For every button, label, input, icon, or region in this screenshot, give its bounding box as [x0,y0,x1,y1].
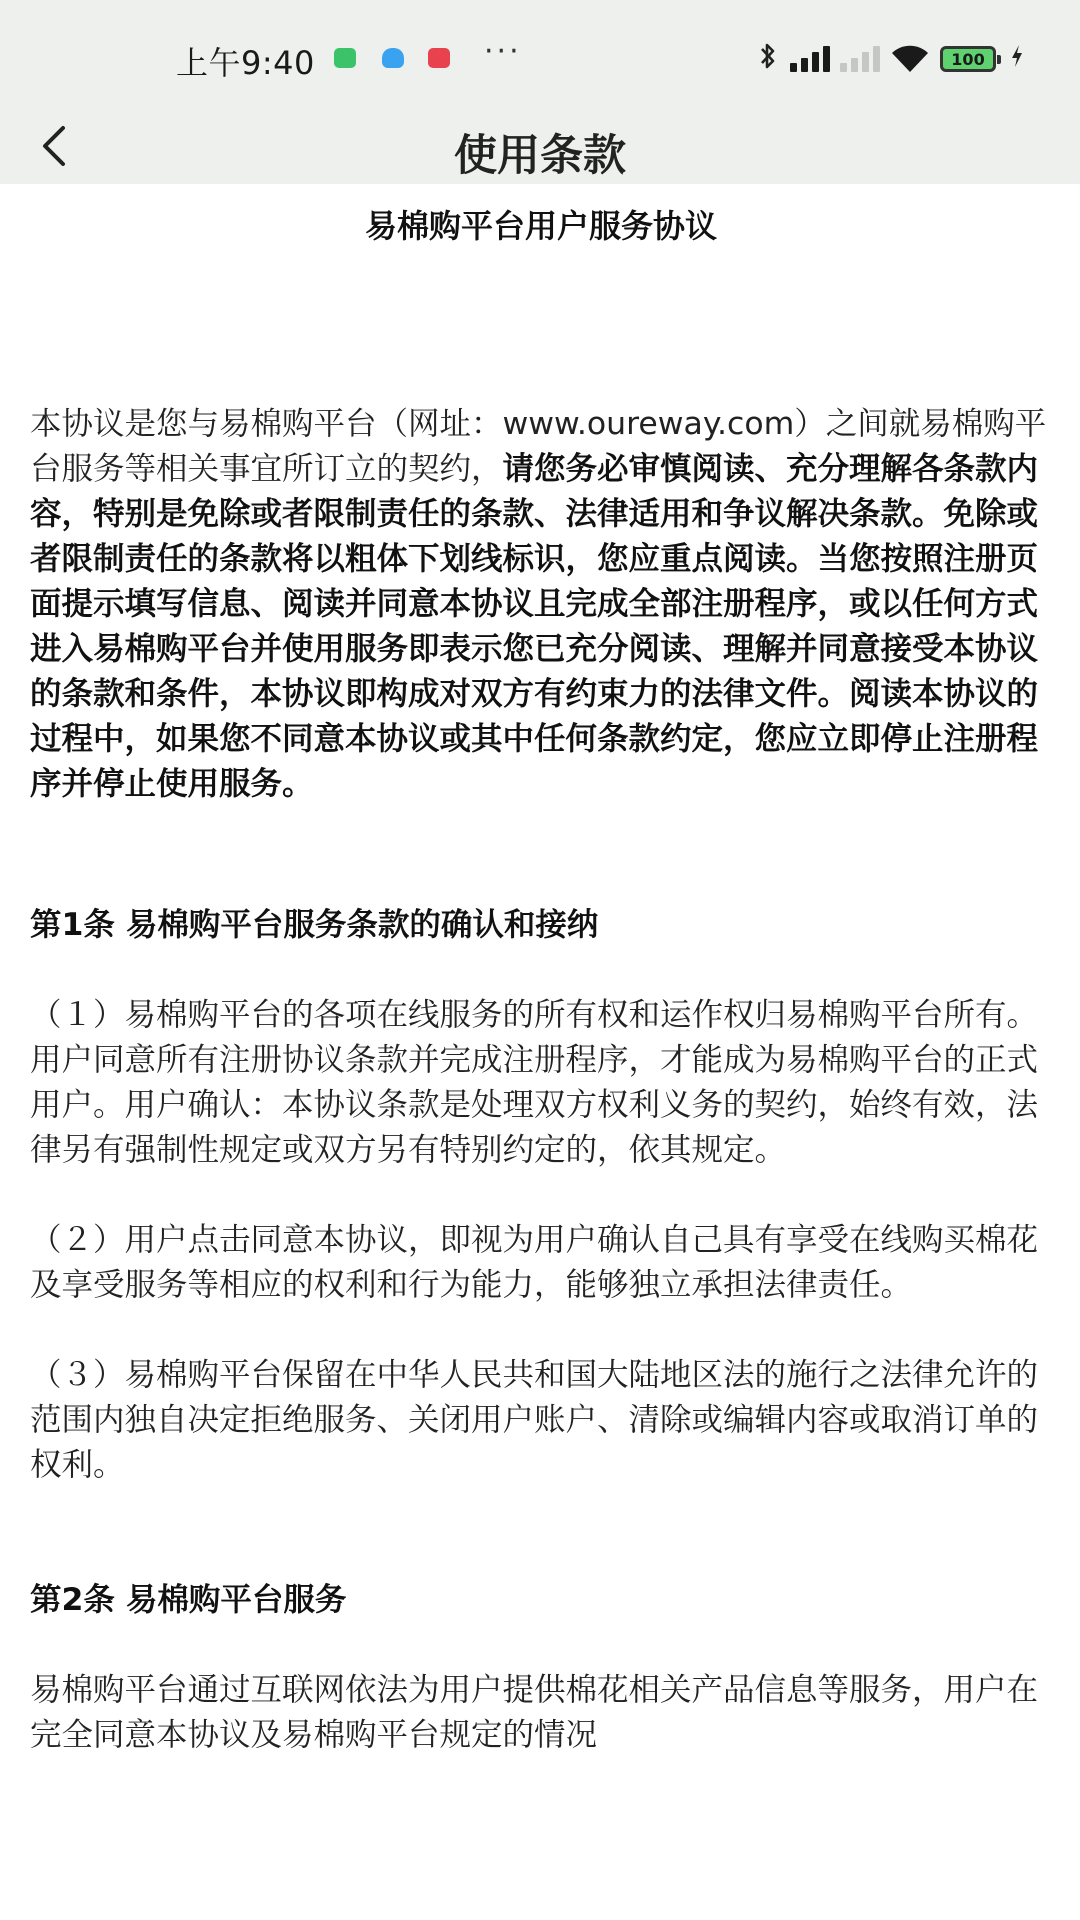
charging-bolt-icon [1010,44,1024,74]
wifi-icon [890,44,930,74]
status-time: 上午9:40 [176,44,315,82]
cloud-notification-icon [382,48,404,68]
status-bar [0,0,1080,110]
app-notification-icon [334,48,356,68]
terms-content[interactable] [30,184,1052,1920]
status-indicators [756,42,1024,76]
battery-icon [940,46,996,72]
section-1-clause-2: （２）用户点击同意本协议，即视为用户确认自己具有享受在线购买棉花及享受服务等相应的权利和行为能力，能够独立承担法律责任。 [30,1222,1039,1303]
signal-strength-secondary-icon [840,46,880,72]
nav-header [0,110,1080,184]
intro-plain-text: 本协议是您与易棉购平台（网址：www.oureway.com）之间就易棉购平台服务等相关事宜所订立的契约， [30,406,1047,487]
intro-paragraph [30,402,1052,807]
section-1-clause-1: （１）易棉购平台的各项在线服务的所有权和运作权归易棉购平台所有。用户同意所有注册协议条款并完成注册程序，才能成为易棉购平台的正式用户。用户确认：本协议条款是处理双方权利义务的契约，始终有效，法律另有强制性规定或双方另有特别约定的，依其规定。 [30,997,1039,1168]
bluetooth-icon [756,42,780,77]
battery-level: 100 [951,49,985,69]
document-title: 易棉购平台用户服务协议 [364,207,717,245]
page-title: 使用条款 [454,131,626,181]
section-1-clause-3: （３）易棉购平台保留在中华人民共和国大陆地区法的施行之法律允许的范围内独自决定拒绝服务、关闭用户账户、清除或编辑内容或取消订单的权利。 [30,1357,1039,1483]
app-notification-icon [428,48,450,68]
section-2-heading: 第2条 易棉购平台服务 [30,1582,347,1618]
more-notifications-icon: ··· [484,34,522,69]
intro-bold-text: 请您务必审慎阅读、充分理解各条款内容，特别是免除或者限制责任的条款、法律适用和争议解决条款。免除或者限制责任的条款将以粗体下划线标识，您应重点阅读。当您按照注册页面提示填写信息、阅读并同意本协议且完成全部注册程序，或以任何方式进入易棉购平台并使用服务即表示您已充分阅读、理解并同意接受本协议的条款和条件，本协议即构成对双方有约束力的法律文件。阅读本协议的过程中，如果您不同意本协议或其中任何条款约定，您应立即停止注册程序并停止使用服务。 [30,451,1039,802]
section-1-heading: 第1条 易棉购平台服务条款的确认和接纳 [30,907,599,943]
section-2-paragraph: 易棉购平台通过互联网依法为用户提供棉花相关产品信息等服务，用户在完全同意本协议及易棉购平台规定的情况 [30,1672,1039,1753]
signal-strength-icon [790,46,830,72]
